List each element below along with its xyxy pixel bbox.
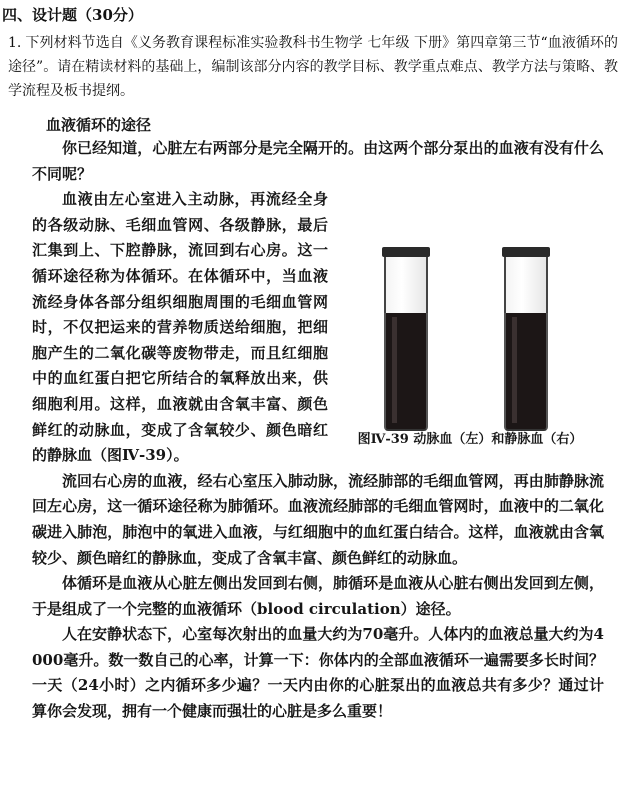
- figure-blood-tubes: [336, 191, 604, 453]
- textbook-excerpt: [32, 114, 604, 725]
- excerpt-paragraph-5: 人在安静状态下，心室每次射出的血量大约为70毫升。人体内的血液总量大约为4 000毫升。数一数自己的心率，计算一下：你体内的全部血液循环一遍需要多长时间？一天（24小时）之内循环多少遍？一天内由你的心脏泵出的血液总共有多少？通过计算你会发现，拥有一个健康而强壮的心脏是多么重要！: [32, 625, 604, 721]
- section-heading: 四、设计题（30分）: [2, 6, 143, 24]
- figure-caption: 图Ⅳ-39 动脉血（左）和静脉血（右）: [357, 432, 583, 448]
- excerpt-paragraph-2: 血液由左心室进入主动脉，再流经全身的各级动脉、毛细血管网、各级静脉，最后汇集到上、下腔静脉，流回到右心房。这一循环途径称为体循环。在体循环中，当血液流经身体各部分组织细胞周围的毛细血管网时，不仅把运来的营养物质送给细胞，把细胞产生的二氧化碳等废物带走，而且红细胞中的血红蛋白把它所结合的氧释放出来，供细胞利用。这样，血液就由含氧丰富、颜色鲜红的动脉血，变成了含氧较少、颜色暗红的静脉血（图Ⅳ-39）。: [32, 190, 328, 465]
- question-number: 1.: [8, 35, 22, 51]
- excerpt-paragraph-3: 流回右心房的血液，经右心室压入肺动脉，流经肺部的毛细血管网，再由肺静脉流回左心房，这一循环途径称为肺循环。血液流经肺部的毛细血管网时，血液中的二氧化碳进入肺泡，肺泡中的氧进入血液，与红细胞中的血红蛋白结合。这样，血液就由含氧较少、颜色暗红的静脉血，变成了含氧丰富、颜色鲜红的动脉血。: [32, 471, 604, 567]
- question-1: [8, 31, 618, 103]
- question-text: 下列材料节选自《义务教育课程标准实验教科书生物学 七年级 下册》第四章第三节“血液循环的途径”。请在精读材料的基础上，编制该部分内容的教学目标、教学重点难点、教学方法与策略、教学流程及板书提纲。: [8, 35, 618, 99]
- excerpt-title: 血液循环的途径: [46, 116, 152, 134]
- excerpt-paragraph-4: 体循环是血液从心脏左侧出发回到右侧，肺循环是血液从心脏右侧出发回到左侧，于是组成了一个完整的血液循环（blood circulation）途径。: [32, 574, 604, 618]
- test-tube-venous-blood: [504, 313, 548, 431]
- excerpt-paragraph-1: 你已经知道，心脏左右两部分是完全隔开的。由这两个部分泵出的血液有没有什么不同呢？: [32, 139, 604, 183]
- test-tube-arterial-blood: [384, 313, 428, 431]
